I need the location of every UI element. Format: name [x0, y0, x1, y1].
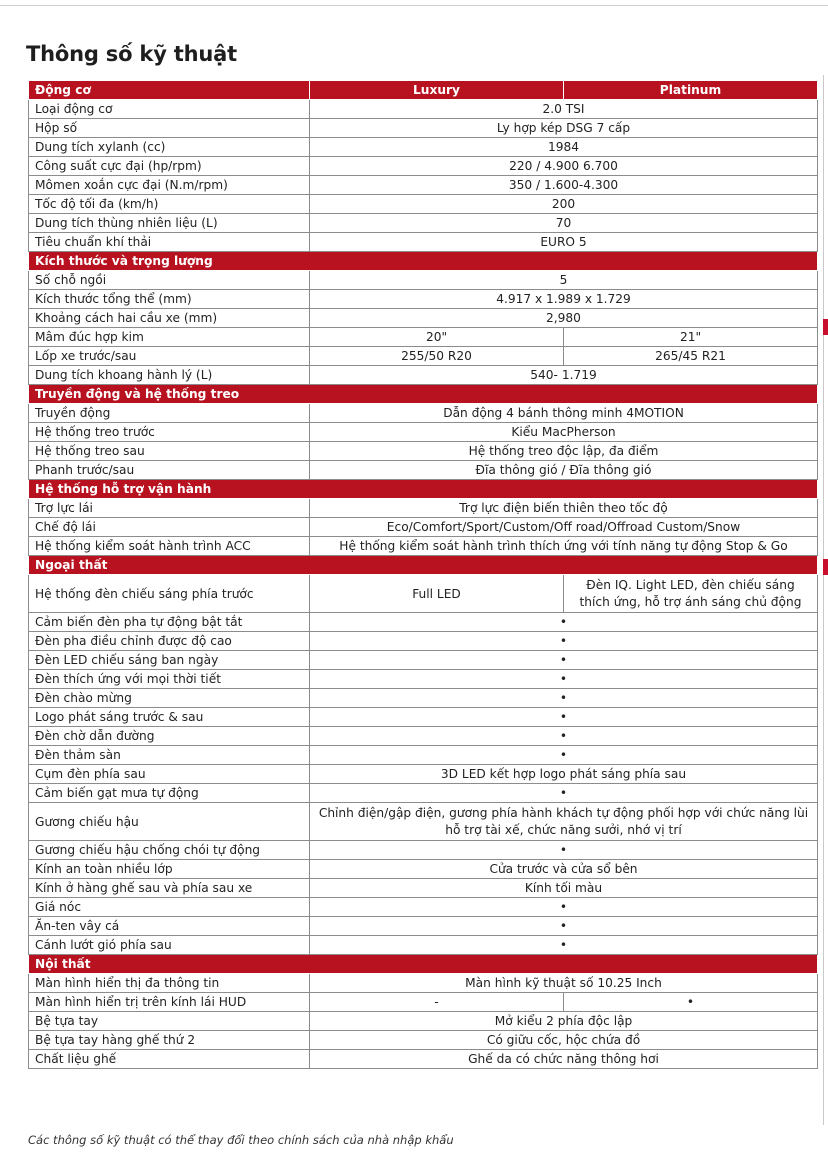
spec-value: 220 / 4.900 6.700	[310, 157, 818, 176]
spec-label: Đèn thích ứng với mọi thời tiết	[29, 670, 310, 689]
table-row	[29, 290, 818, 309]
spec-label: Truyền động	[29, 404, 310, 423]
table-row	[29, 784, 818, 803]
page-title: Thông số kỹ thuật	[26, 42, 237, 66]
spec-value: Kiểu MacPherson	[310, 423, 818, 442]
spec-label: Dung tích thùng nhiên liệu (L)	[29, 214, 310, 233]
spec-label: Đèn chờ dẫn đường	[29, 727, 310, 746]
table-row	[29, 632, 818, 651]
top-rule	[0, 5, 828, 6]
spec-label: Hệ thống đèn chiếu sáng phía trước	[29, 575, 310, 613]
table-row	[29, 1050, 818, 1069]
spec-label: Đèn thảm sàn	[29, 746, 310, 765]
spec-label: Mômen xoắn cực đại (N.m/rpm)	[29, 176, 310, 195]
table-row	[29, 670, 818, 689]
section-header-interior: Nội thất	[29, 955, 818, 974]
spec-value: •	[310, 936, 818, 955]
spec-label: Khoảng cách hai cầu xe (mm)	[29, 309, 310, 328]
table-row	[29, 651, 818, 670]
table-row	[29, 841, 818, 860]
table-row	[29, 461, 818, 480]
spec-label: Cánh lướt gió phía sau	[29, 936, 310, 955]
spec-label: Hệ thống treo sau	[29, 442, 310, 461]
spec-value: 540- 1.719	[310, 366, 818, 385]
spec-value: 5	[310, 271, 818, 290]
spec-value: 3D LED kết hợp logo phát sáng phía sau	[310, 765, 818, 784]
spec-value: 350 / 1.600-4.300	[310, 176, 818, 195]
spec-label: Dung tích xylanh (cc)	[29, 138, 310, 157]
table-row	[29, 404, 818, 423]
table-row	[29, 309, 818, 328]
spec-value: Chỉnh điện/gập điện, gương phía hành khách tự động phối hợp với chức năng lùi hỗ trợ tài xế, chức năng sưởi, nhớ vị trí	[310, 803, 818, 841]
spec-value: Màn hình kỹ thuật số 10.25 Inch	[310, 974, 818, 993]
spec-label: Tốc độ tối đa (km/h)	[29, 195, 310, 214]
spec-label: Chất liệu ghế	[29, 1050, 310, 1069]
spec-value-luxury: 20"	[310, 328, 564, 347]
spec-label: Bệ tựa tay	[29, 1012, 310, 1031]
spec-label: Chế độ lái	[29, 518, 310, 537]
spec-label: Dung tích khoang hành lý (L)	[29, 366, 310, 385]
table-row	[29, 936, 818, 955]
table-row	[29, 1031, 818, 1050]
spec-value: •	[310, 746, 818, 765]
table-row	[29, 518, 818, 537]
table-row	[29, 176, 818, 195]
section-header-row	[29, 385, 818, 404]
table-row	[29, 765, 818, 784]
spec-value: Hệ thống treo độc lập, đa điểm	[310, 442, 818, 461]
spec-value: Có giữu cốc, hộc chứa đồ	[310, 1031, 818, 1050]
spec-label: Lốp xe trước/sau	[29, 347, 310, 366]
spec-value: 2.0 TSI	[310, 100, 818, 119]
spec-value: 4.917 x 1.989 x 1.729	[310, 290, 818, 309]
spec-label: Tiêu chuẩn khí thải	[29, 233, 310, 252]
section-header-exterior: Ngoại thất	[29, 556, 818, 575]
spec-value-platinum: 21"	[564, 328, 818, 347]
spec-value: 2,980	[310, 309, 818, 328]
section-header-row	[29, 955, 818, 974]
spec-value: •	[310, 651, 818, 670]
table-row	[29, 689, 818, 708]
spec-label: Logo phát sáng trước & sau	[29, 708, 310, 727]
spec-value: •	[310, 670, 818, 689]
spec-value: Kính tối màu	[310, 879, 818, 898]
section-header-assist: Hệ thống hỗ trợ vận hành	[29, 480, 818, 499]
spec-label: Kích thước tổng thể (mm)	[29, 290, 310, 309]
table-header-row	[29, 81, 818, 100]
spec-value: 200	[310, 195, 818, 214]
spec-value: Eco/Comfort/Sport/Custom/Off road/Offroad Custom/Snow	[310, 518, 818, 537]
table-row	[29, 974, 818, 993]
table-row	[29, 347, 818, 366]
table-row	[29, 746, 818, 765]
table-row	[29, 195, 818, 214]
spec-label: Trợ lực lái	[29, 499, 310, 518]
table-row	[29, 993, 818, 1012]
spec-label: Bệ tựa tay hàng ghế thứ 2	[29, 1031, 310, 1050]
spec-label: Số chỗ ngồi	[29, 271, 310, 290]
spec-value: •	[310, 708, 818, 727]
table-row	[29, 860, 818, 879]
spec-value: 1984	[310, 138, 818, 157]
section-header-engine: Động cơ	[29, 81, 310, 100]
table-row	[29, 157, 818, 176]
section-header-dimensions: Kích thước và trọng lượng	[29, 252, 818, 271]
spec-table	[28, 80, 818, 1069]
footnote: Các thông số kỹ thuật có thể thay đổi theo chính sách của nhà nhập khẩu	[28, 1133, 454, 1147]
spec-value: Trợ lực điện biến thiên theo tốc độ	[310, 499, 818, 518]
spec-value: •	[310, 898, 818, 917]
column-header-platinum: Platinum	[564, 81, 818, 100]
spec-label: Đèn LED chiếu sáng ban ngày	[29, 651, 310, 670]
spec-label: Đèn chào mừng	[29, 689, 310, 708]
spec-value: Mở kiểu 2 phía độc lập	[310, 1012, 818, 1031]
section-header-row	[29, 252, 818, 271]
table-row	[29, 100, 818, 119]
spec-value: •	[310, 689, 818, 708]
table-row	[29, 575, 818, 613]
table-row	[29, 233, 818, 252]
right-edge-strip	[819, 75, 828, 1125]
spec-label: Hệ thống kiểm soát hành trình ACC	[29, 537, 310, 556]
spec-label: Màn hình hiển trị trên kính lái HUD	[29, 993, 310, 1012]
table-row	[29, 271, 818, 290]
table-row	[29, 138, 818, 157]
spec-label: Kính an toàn nhiều lớp	[29, 860, 310, 879]
spec-value: •	[310, 613, 818, 632]
right-edge-mark	[823, 559, 828, 575]
spec-label: Công suất cực đại (hp/rpm)	[29, 157, 310, 176]
spec-label: Cảm biến gạt mưa tự động	[29, 784, 310, 803]
spec-value: Dẫn động 4 bánh thông minh 4MOTION	[310, 404, 818, 423]
table-row	[29, 803, 818, 841]
spec-label: Đèn pha điều chỉnh được độ cao	[29, 632, 310, 651]
table-row	[29, 537, 818, 556]
spec-label: Loại động cơ	[29, 100, 310, 119]
right-edge-mark	[823, 319, 828, 335]
table-row	[29, 727, 818, 746]
spec-label: Mâm đúc hợp kim	[29, 328, 310, 347]
spec-value-platinum: 265/45 R21	[564, 347, 818, 366]
right-edge-line	[823, 75, 824, 1125]
table-row	[29, 499, 818, 518]
spec-label: Gương chiếu hậu chống chói tự động	[29, 841, 310, 860]
spec-value: •	[310, 632, 818, 651]
spec-value: •	[310, 841, 818, 860]
spec-value-platinum: •	[564, 993, 818, 1012]
spec-value-luxury: Full LED	[310, 575, 564, 613]
spec-value: 70	[310, 214, 818, 233]
spec-value: Ly hợp kép DSG 7 cấp	[310, 119, 818, 138]
spec-value: Hệ thống kiểm soát hành trình thích ứng với tính năng tự động Stop & Go	[310, 537, 818, 556]
table-row	[29, 1012, 818, 1031]
spec-value-luxury: 255/50 R20	[310, 347, 564, 366]
table-row	[29, 423, 818, 442]
spec-value: Ghế da có chức năng thông hơi	[310, 1050, 818, 1069]
column-header-luxury: Luxury	[310, 81, 564, 100]
spec-value: •	[310, 727, 818, 746]
table-row	[29, 328, 818, 347]
table-row	[29, 119, 818, 138]
spec-value: •	[310, 917, 818, 936]
section-header-row	[29, 556, 818, 575]
spec-label: Cảm biến đèn pha tự động bật tắt	[29, 613, 310, 632]
spec-value-luxury: -	[310, 993, 564, 1012]
spec-label: Kính ở hàng ghế sau và phía sau xe	[29, 879, 310, 898]
spec-value: EURO 5	[310, 233, 818, 252]
spec-value: Cửa trước và cửa sổ bên	[310, 860, 818, 879]
spec-label: Ăn-ten vây cá	[29, 917, 310, 936]
table-row	[29, 613, 818, 632]
spec-label: Giá nóc	[29, 898, 310, 917]
spec-label: Màn hình hiển thị đa thông tin	[29, 974, 310, 993]
table-row	[29, 708, 818, 727]
spec-label: Hộp số	[29, 119, 310, 138]
spec-label: Phanh trước/sau	[29, 461, 310, 480]
table-row	[29, 214, 818, 233]
section-header-row	[29, 480, 818, 499]
table-row	[29, 898, 818, 917]
table-row	[29, 879, 818, 898]
spec-value: Đĩa thông gió / Đĩa thông gió	[310, 461, 818, 480]
table-row	[29, 442, 818, 461]
spec-label: Cụm đèn phía sau	[29, 765, 310, 784]
spec-value: •	[310, 784, 818, 803]
spec-value-platinum: Đèn IQ. Light LED, đèn chiếu sáng thích ứng, hỗ trợ ánh sáng chủ động	[564, 575, 818, 613]
section-header-drivetrain: Truyền động và hệ thống treo	[29, 385, 818, 404]
table-row	[29, 366, 818, 385]
table-row	[29, 917, 818, 936]
spec-label: Hệ thống treo trước	[29, 423, 310, 442]
spec-label: Gương chiếu hậu	[29, 803, 310, 841]
